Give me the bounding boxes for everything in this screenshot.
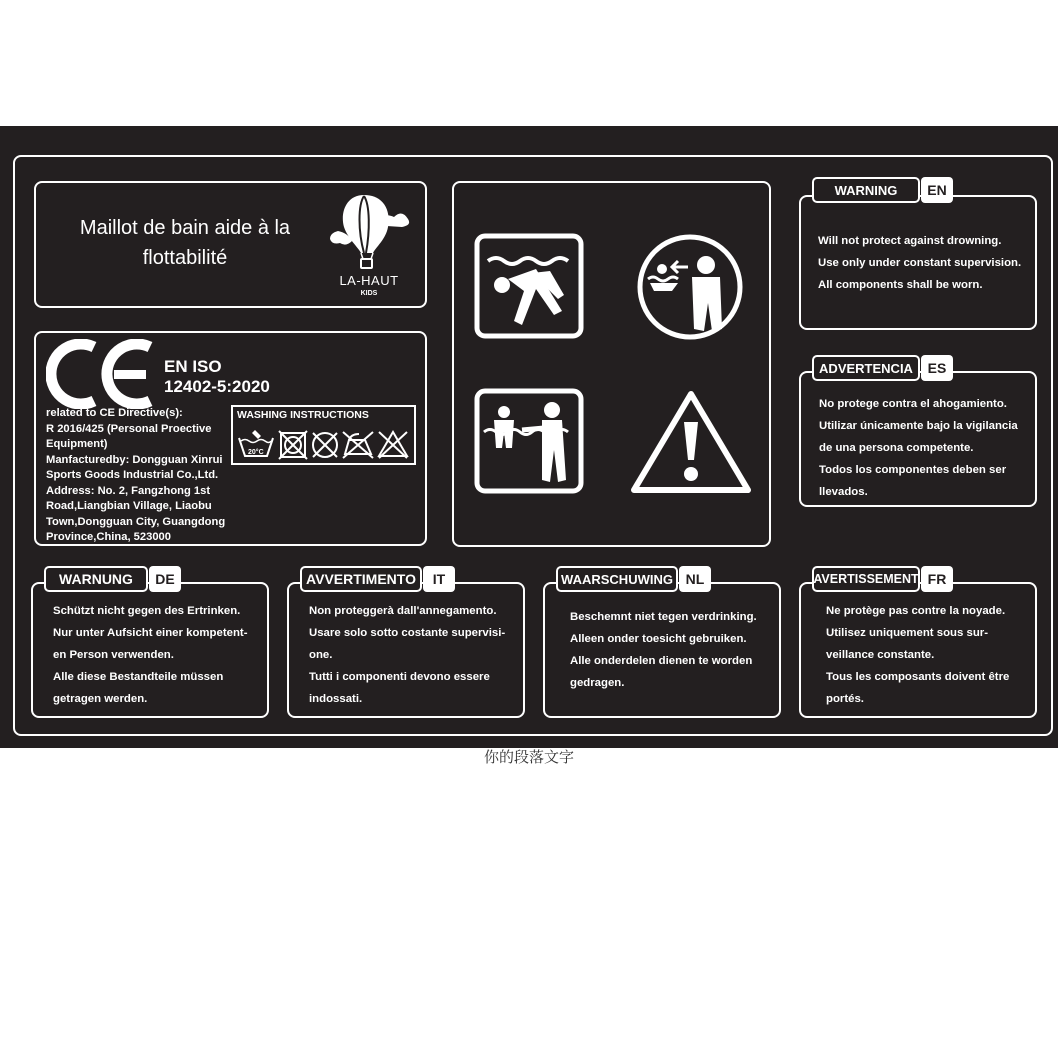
warning-line: en Person verwenden. [53, 649, 174, 661]
brand-logo [328, 191, 418, 301]
manufacturer-info [46, 406, 246, 546]
warning-it-word: AVVERTIMENTO [300, 566, 422, 592]
warning-line: veillance constante. [826, 649, 935, 661]
warning-line: Non proteggerà dall'annegamento. [309, 605, 497, 617]
warning-line: Tutti i componenti devono essere [309, 671, 490, 683]
cert-line: Province,China, 523000 [46, 531, 171, 543]
warning-en-text [818, 230, 1021, 296]
warning-line: Todos los componentes deben ser [819, 464, 1007, 476]
washing-icons [237, 426, 413, 462]
warning-fr [799, 582, 1037, 718]
warning-de-text [53, 600, 248, 710]
warning-triangle-icon [628, 388, 754, 496]
cert-line: Road,Liangbian Village, Liaobu [46, 500, 212, 512]
warning-es-word: ADVERTENCIA [812, 355, 920, 381]
supervised-swimming-icon [474, 388, 584, 494]
cert-line: R 2016/425 (Personal Proective [46, 422, 212, 435]
warning-es-header [812, 355, 953, 381]
standard-line2: 12402-5:2020 [164, 377, 270, 396]
warning-fr-header [812, 566, 953, 592]
warning-line: Alleen onder toesicht gebruiken. [570, 633, 747, 645]
wash-temp: 20°C [248, 449, 264, 456]
warning-fr-word: AVERTISSEMENT [812, 566, 920, 592]
standard-line1: EN ISO [164, 357, 222, 376]
warning-line: Will not protect against drowning. [818, 235, 1002, 247]
warning-line: Tous les composants doivent être [826, 671, 1010, 683]
warning-fr-text [826, 600, 1009, 710]
warning-de-code: DE [149, 566, 181, 592]
warning-line: de una persona competente. [819, 442, 974, 454]
safety-label [0, 126, 1058, 748]
warning-it-header [300, 566, 455, 592]
warning-line: one. [309, 649, 333, 661]
cert-line: Manfacturedby: Dongguan Xinrui [46, 453, 223, 466]
warning-line: Usare solo sotto costante supervisi- [309, 627, 506, 639]
warning-fr-code: FR [921, 566, 953, 592]
certification-box [34, 331, 427, 546]
warning-line: Use only under constant supervision. [818, 257, 1022, 269]
warning-line: Utilisez uniquement sous sur- [826, 627, 989, 639]
warning-de-word: WARNUNG [44, 566, 148, 592]
standard [164, 357, 270, 397]
warning-line: gedragen. [570, 677, 625, 689]
warning-line: Alle diese Bestandteile müssen [53, 671, 224, 683]
warning-line: Nur unter Aufsicht einer kompetent- [53, 627, 248, 639]
hot-air-balloon-icon [328, 191, 410, 271]
warning-de [31, 582, 269, 718]
brand-sub: KIDS [360, 290, 378, 297]
warning-line: Beschemnt niet tegen verdrinking. [570, 611, 757, 623]
cert-line: Sports Goods Industrial Co.,Ltd. [46, 469, 219, 481]
warning-nl-code: NL [679, 566, 711, 592]
warning-it [287, 582, 525, 718]
product-name [50, 213, 320, 273]
hand-wash-icon [239, 430, 273, 456]
no-bleach-icon [379, 432, 407, 458]
warning-en-code: EN [921, 177, 953, 203]
warning-line: llevados. [819, 486, 868, 498]
warning-line: Alle onderdelen dienen te worden [570, 655, 753, 667]
warning-en-header [812, 177, 953, 203]
ce-mark-icon [46, 339, 156, 409]
warning-nl-text [570, 606, 757, 694]
warning-en [799, 195, 1037, 330]
pictograms-box [452, 181, 771, 547]
caption-text: 你的段落文字 [483, 749, 574, 766]
warning-nl-header [556, 566, 711, 592]
warning-it-code: IT [423, 566, 455, 592]
warning-es [799, 371, 1037, 507]
product-title-box [34, 181, 427, 308]
warning-en-word: WARNING [812, 177, 920, 203]
warning-es-code: ES [921, 355, 953, 381]
warning-es-text [819, 393, 1018, 503]
warning-line: getragen werden. [53, 693, 148, 705]
cert-line: related to CE Directive(s): [46, 407, 183, 419]
product-name-line2: flottabilité [142, 247, 228, 269]
warning-nl-word: WAARSCHUWING [556, 566, 678, 592]
warning-line: indossati. [309, 693, 363, 705]
cert-line: Town,Dongguan City, Guangdong [46, 515, 226, 528]
warning-line: portés. [826, 693, 864, 705]
warning-line: All components shall be worn. [818, 279, 983, 291]
warning-line: Ne protège pas contre la noyade. [826, 605, 1006, 617]
warning-nl [543, 582, 781, 718]
warning-it-text [309, 600, 505, 710]
no-iron-icon [343, 432, 373, 458]
no-tumble-dry-icon [279, 431, 307, 459]
warning-line: Utilizar únicamente bajo la vigilancia [819, 420, 1018, 432]
cert-line: Address: No. 2, Fangzhong 1st [46, 484, 211, 497]
warning-de-header [44, 566, 181, 592]
brand-name: LA-HAUT [339, 273, 399, 288]
lifeguard-supervision-icon [636, 233, 744, 341]
warning-line: Schützt nicht gegen des Ertrinken. [53, 605, 241, 617]
cert-line: Equipment) [46, 438, 108, 450]
washing-title: WASHING INSTRUCTIONS [237, 409, 369, 421]
drowning-person-icon [474, 233, 584, 339]
product-name-line1: Maillot de bain aide à la [79, 217, 291, 239]
no-dry-clean-icon [313, 433, 337, 457]
washing-instructions [231, 405, 416, 465]
warning-line: No protege contra el ahogamiento. [819, 398, 1007, 410]
